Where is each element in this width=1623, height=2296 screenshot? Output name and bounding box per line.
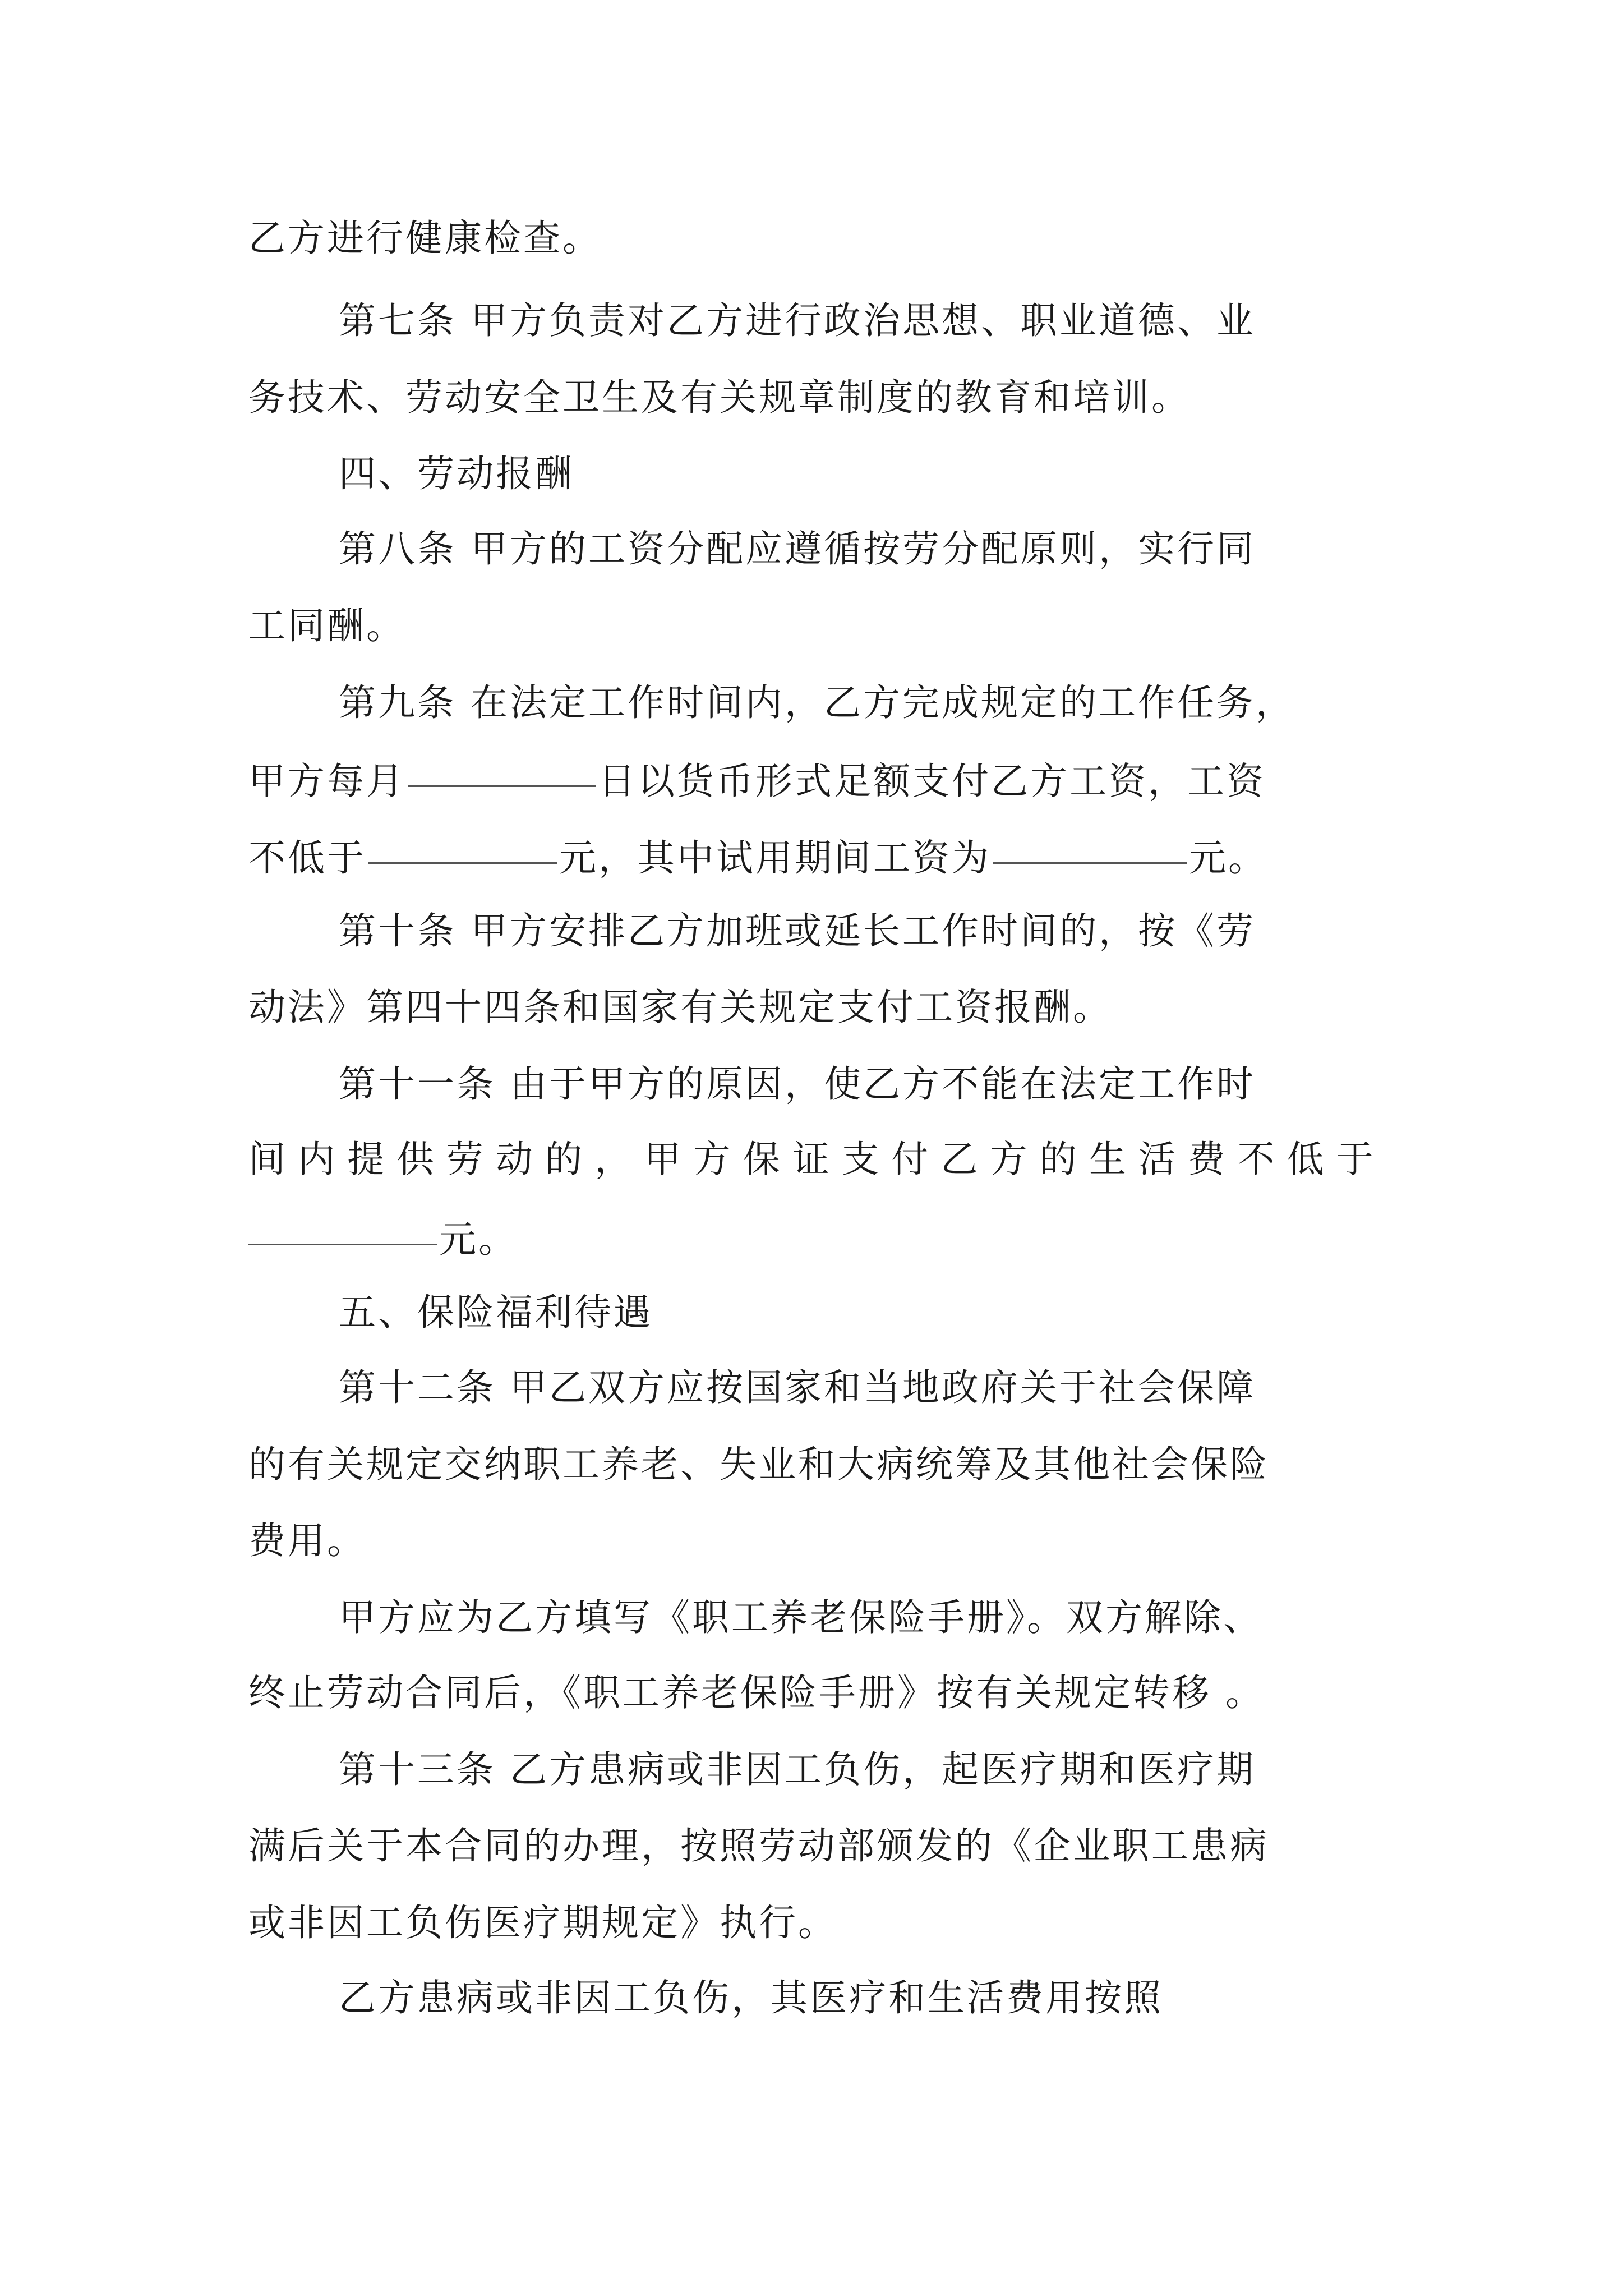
pension-handbook-line: 甲方应为乙方填写《职工养老保险手册》。双方解除、 bbox=[339, 1596, 1262, 1639]
article-9-line: 第九条 在法定工作时间内，乙方完成规定的工作任务， bbox=[339, 681, 1295, 724]
article-11-line: 间 内 提 供 劳 动 的 ， 甲 方 保 证 支 付 乙 方 的 生 活 费 不 低 于 bbox=[248, 1138, 1376, 1181]
article-9-text: 不低于 bbox=[248, 836, 366, 880]
article-9-line bbox=[248, 830, 1376, 880]
pension-handbook-line: 终止劳动合同后，《职工养老保险手册》按有关规定转移 。 bbox=[248, 1671, 1265, 1714]
article-13-line: 满后关于本合同的办理，按照劳动部颁发的《企业职工患病 bbox=[248, 1824, 1269, 1867]
article-11-text: 元。 bbox=[439, 1218, 518, 1261]
payday-blank bbox=[408, 746, 596, 787]
article-12-line: 第十二条 甲乙双方应按国家和当地政府关于社会保障 bbox=[339, 1366, 1256, 1409]
article-12-line: 的有关规定交纳职工养老、失业和大病统筹及其他社会保险 bbox=[248, 1443, 1269, 1486]
article-8-line: 工同酬。 bbox=[248, 604, 405, 647]
article-9-text: 甲方每月 bbox=[248, 760, 405, 803]
paragraph-line: 乙方进行健康检查。 bbox=[248, 217, 602, 260]
article-7-line: 务技术、劳动安全卫生及有关规章制度的教育和培训。 bbox=[248, 376, 1191, 419]
article-8-line: 第八条 甲方的工资分配应遵循按劳分配原则，实行同 bbox=[339, 527, 1256, 570]
article-11-line: 第十一条 由于甲方的原因，使乙方不能在法定工作时 bbox=[339, 1062, 1256, 1106]
probation-wage-blank bbox=[993, 823, 1187, 864]
living-allowance-blank bbox=[248, 1204, 437, 1245]
article-13-line: 或非因工负伤医疗期规定》执行。 bbox=[248, 1901, 837, 1944]
article-10-line: 动法》第四十四条和国家有关规定支付工资报酬。 bbox=[248, 986, 1112, 1029]
wage-blank bbox=[368, 823, 557, 864]
article-13-line: 第十三条 乙方患病或非因工负伤，起医疗期和医疗期 bbox=[339, 1748, 1256, 1791]
article-12-line: 费用。 bbox=[248, 1519, 366, 1562]
section-heading-insurance: 五、保险福利待遇 bbox=[339, 1291, 653, 1334]
article-9-text: 元，其中试用期间工资为 bbox=[559, 836, 991, 880]
article-11-line bbox=[248, 1211, 1376, 1262]
article-7-line: 第七条 甲方负责对乙方进行政治思想、职业道德、业 bbox=[339, 299, 1256, 342]
article-9-line bbox=[248, 753, 1376, 803]
section-heading-remuneration: 四、劳动报酬 bbox=[339, 452, 574, 495]
article-9-text: 元。 bbox=[1189, 836, 1267, 880]
medical-expense-line: 乙方患病或非因工负伤，其医疗和生活费用按照 bbox=[339, 1976, 1163, 2019]
article-9-text: 日以货币形式足额支付乙方工资，工资 bbox=[598, 760, 1266, 803]
article-10-line: 第十条 甲方安排乙方加班或延长工作时间的，按《劳 bbox=[339, 909, 1256, 953]
